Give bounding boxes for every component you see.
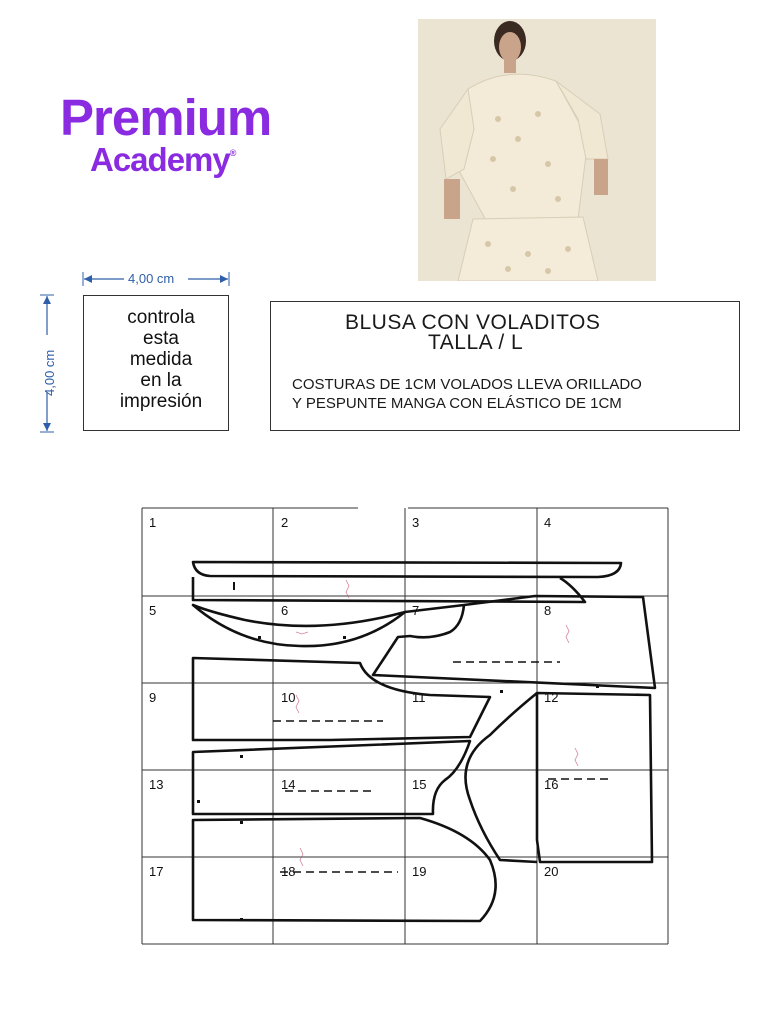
curved-piece — [466, 693, 538, 862]
cell-number-20: 20 — [544, 864, 559, 879]
logo-premium-text: Premium — [60, 89, 272, 146]
logo-academy-text: Academy® — [90, 141, 236, 178]
cell-number-17: 17 — [149, 864, 164, 879]
cell-number-4: 4 — [544, 515, 552, 530]
cell-number-7: 7 — [412, 603, 420, 618]
cell-number-10: 10 — [281, 690, 296, 705]
cell-number-14: 14 — [281, 777, 296, 792]
bottom-piece — [193, 818, 496, 921]
cell-number-9: 9 — [149, 690, 157, 705]
cell-number-13: 13 — [149, 777, 164, 792]
cell-number-12: 12 — [544, 690, 559, 705]
garment-title: BLUSA CON VOLADITOS — [345, 311, 601, 334]
sewing-notes: COSTURAS DE 1CM VOLADOS LLEVA ORILLADO Y PESPUNTE MANGA CON ELÁSTICO DE 1CM — [292, 376, 642, 412]
cell-number-5: 5 — [149, 603, 157, 618]
cell-number-11: 11 — [412, 690, 426, 705]
cell-number-16: 16 — [544, 777, 559, 792]
print-check-text: controla esta medida en la impresión — [119, 307, 203, 412]
cell-number-19: 19 — [412, 864, 427, 879]
ruffle-band-piece — [193, 562, 621, 577]
cell-number-2: 2 — [281, 515, 289, 530]
width-dimension-label: 4,00 cm — [128, 271, 175, 286]
cell-number-8: 8 — [544, 603, 552, 618]
grid-lines — [142, 508, 668, 944]
size-label: TALLA / L — [428, 331, 524, 354]
cell-number-1: 1 — [149, 515, 157, 530]
front-piece — [193, 658, 490, 740]
cell-number-15: 15 — [412, 777, 427, 792]
side-piece — [193, 741, 470, 814]
height-dimension-label: 4,00 cm — [42, 349, 57, 396]
cell-number-18: 18 — [281, 864, 296, 879]
collar-piece — [193, 605, 405, 646]
cell-number-3: 3 — [412, 515, 420, 530]
notch-marks — [197, 582, 599, 921]
cell-number-6: 6 — [281, 603, 289, 618]
